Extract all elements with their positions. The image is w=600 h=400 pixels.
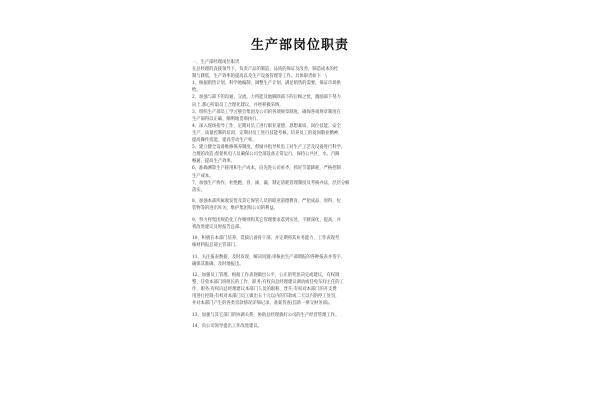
document-line: 12、加强员工管理，根据工作表现做出公平、公正的奖惩决定或建议，有权调 [192, 273, 340, 279]
document-line: 落实。 [192, 187, 205, 193]
document-line: 10、积极在本部门培养、选拔后备骨干部，并定期将其业务能力，工作表现考 [192, 236, 340, 242]
document-line: 提高操作技能，提高劳动生产率。 [192, 138, 257, 144]
document-line: 8、加强本部所属收发货及其它保管人员的职业道德教育，严把成品、原料、包 [192, 199, 341, 205]
document-line: 生产成本。 [192, 173, 214, 179]
document-line: 作、职务;有权向总经理建议本部门人员的职称、晋升;有权对本部门的开支费 [192, 287, 337, 293]
document-line: 并对本部门产生的各类罚款情况详细记录，备案待查(罚款一律交财务部)。 [192, 301, 333, 307]
document-line: 一、生产部经理岗位职责 [192, 60, 240, 65]
document-line: 畅通、提高生产效率。 [192, 159, 235, 165]
document-line: 生产部得以正确、顺利地贯彻执行。 [192, 116, 261, 122]
document-line: 装物等的进出库关，维护集团和公司的利益。 [192, 206, 278, 212]
document-line: 整、任免本部门班组长的工作、职务;有权向总经理建议调动或任免车间主任的工 [192, 280, 344, 286]
document-line: 生产、质量控制的培训，定期对员工进行技能考核，培养员工的爱岗敬业精神， [192, 130, 343, 136]
document-line: 确保其准确、及时地报出。 [192, 261, 244, 267]
document-line: 给。 [192, 88, 201, 94]
document-line: 向上,那心听取员工合理化建议，并经积极采纳。 [192, 102, 284, 108]
document-page [192, 34, 408, 394]
document-line: 7、加强生产协作，杜绝跑、冒、滴、漏，制定清耗管理制度及考核办法，层层分解 [192, 180, 350, 186]
document-line: 核材料报总部主管部门。 [192, 243, 240, 249]
document-line: 将改进建议及时报告总部。 [192, 224, 244, 230]
document-line: 用进行控制;有权对本部门员工做出五十元以内的罚款或二天以内的停工处罚, [192, 294, 337, 300]
document-line: 合理的改造;督促机电人员确保公司全部设备正常运行，保持公共区、水、汽路 [192, 152, 340, 158]
document-line: 6、准确测算生产耗用和生产成本，向先进公司看齐，抓好节能降耗，严格控制 [192, 166, 341, 172]
document-line: 5、建立健全设备维修保养制度，督励并指导机电工对生产工艺及设备进行科学, [192, 145, 343, 151]
document-line: 13、加强与其它部门的协调关系，协助总经理搞好公司的生产经营管理工作。 [192, 312, 340, 318]
document-line: 14、向公司领导提出工作改进建议。 [192, 324, 262, 330]
document-body [192, 59, 408, 330]
document-title: 生产部岗位职责 [250, 38, 349, 53]
document-line: 4、深入现场指导工作，定期对员工进行职业道德、思想素质、岗位技能、安全 [192, 123, 341, 129]
document-line: 9、努力将集团规范化工作细则和其它管理要求落到实处，不断深化，提高，并 [192, 217, 341, 223]
document-line: 1、根据销售计划，科学地编制、调整生产计划，满足销售的需要，保证市场供 [192, 81, 341, 87]
document-line: 3、组织生产部员工学习够会集团及公司的各项规章制度，确保各项规章制度在 [192, 109, 341, 115]
document-line: 制与降低，生产效率的提高以及生产设备管理等工作。具体职责如下：\ [192, 74, 327, 80]
document-line: 2、加强与部下的沟通、交流，力所能及地解除部下的后顾之忧，激励部下努力 [192, 95, 341, 101]
document-line: 11、关注报表数据，及时发现、解决问题;审核由生产部填报的各种报表并签字, [192, 254, 343, 260]
document-line: 在总经理的直接领导下，负责产品的制造、品质的保证及改善，制造成本的控 [192, 67, 339, 73]
